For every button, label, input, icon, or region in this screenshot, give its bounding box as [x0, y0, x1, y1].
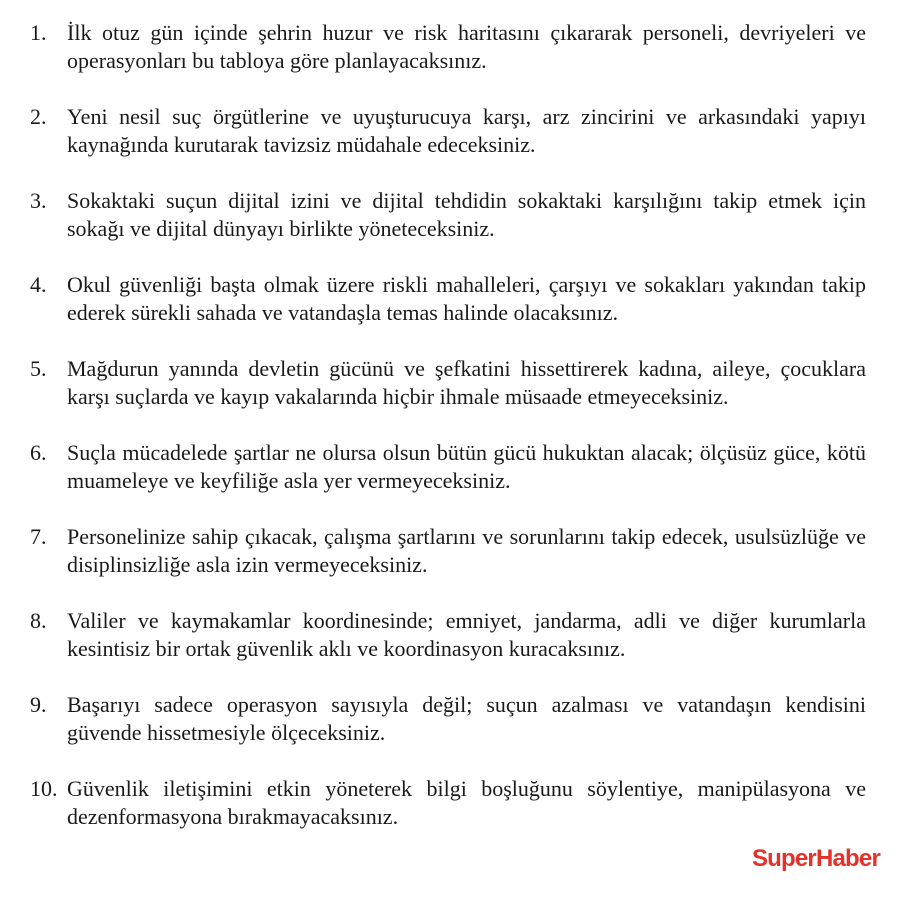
item-number: 4.: [30, 272, 47, 297]
directive-list: [30, 19, 866, 859]
item-text: Güvenlik iletişimini etkin yöneterek bilgi boşluğunu söylentiye, manipülasyona ve dezenformasyona bırakmayacaksınız.: [67, 776, 866, 829]
list-item: [30, 103, 866, 159]
item-text: Başarıyı sadece operasyon sayısıyla değil; suçun azalması ve vatandaşın kendisini güvende hissetmesiyle ölçeceksiniz.: [67, 692, 866, 745]
item-text: Sokaktaki suçun dijital izini ve dijital tehdidin sokaktaki karşılığını takip etmek için sokağı ve dijital dünyayı birlikte yöneteceksiniz.: [67, 188, 866, 241]
item-text: İlk otuz gün içinde şehrin huzur ve risk haritasını çıkararak personeli, devriyeleri ve operasyonları bu tabloya göre planlayacaksınız.: [67, 20, 866, 73]
item-number: 10.: [30, 776, 58, 801]
item-text: Personelinize sahip çıkacak, çalışma şartlarını ve sorunlarını takip edecek, usulsüzlüğe ve disiplinsizliğe asla izin vermeyeceksiniz.: [67, 524, 866, 577]
list-item: [30, 439, 866, 495]
list-item: [30, 355, 866, 411]
item-number: 8.: [30, 608, 47, 633]
list-item: [30, 523, 866, 579]
list-item: [30, 271, 866, 327]
item-text: Valiler ve kaymakamlar koordinesinde; emniyet, jandarma, adli ve diğer kurumlarla kesintisiz bir ortak güvenlik aklı ve koordinasyon kuracaksınız.: [67, 608, 866, 661]
list-item: [30, 775, 866, 831]
list-item: [30, 19, 866, 75]
item-text: Yeni nesil suç örgütlerine ve uyuşturucuya karşı, arz zincirini ve arkasındaki yapıyı kaynağında kurutarak tavizsiz müdahale edeceksiniz.: [67, 104, 866, 157]
list-item: [30, 607, 866, 663]
superhaber-logo: SuperHaber: [751, 845, 880, 872]
item-text: Okul güvenliği başta olmak üzere riskli mahalleleri, çarşıyı ve sokakları yakından takip ederek sürekli sahada ve vatandaşla temas halinde olacaksınız.: [67, 272, 866, 325]
item-number: 5.: [30, 356, 47, 381]
list-item: [30, 187, 866, 243]
item-number: 2.: [30, 104, 47, 129]
item-number: 9.: [30, 692, 47, 717]
item-text: Suçla mücadelede şartlar ne olursa olsun bütün gücü hukuktan alacak; ölçüsüz güce, kötü muameleye ve keyfiliğe asla yer vermeyeceksiniz.: [67, 440, 866, 493]
item-number: 7.: [30, 524, 47, 549]
item-number: 3.: [30, 188, 47, 213]
item-text: Mağdurun yanında devletin gücünü ve şefkatini hissettirerek kadına, aileye, çocuklara karşı suçlarda ve kayıp vakalarında hiçbir ihmale müsaade etmeyeceksiniz.: [67, 356, 866, 409]
list-item: [30, 691, 866, 747]
item-number: 6.: [30, 440, 47, 465]
item-number: 1.: [30, 20, 47, 45]
